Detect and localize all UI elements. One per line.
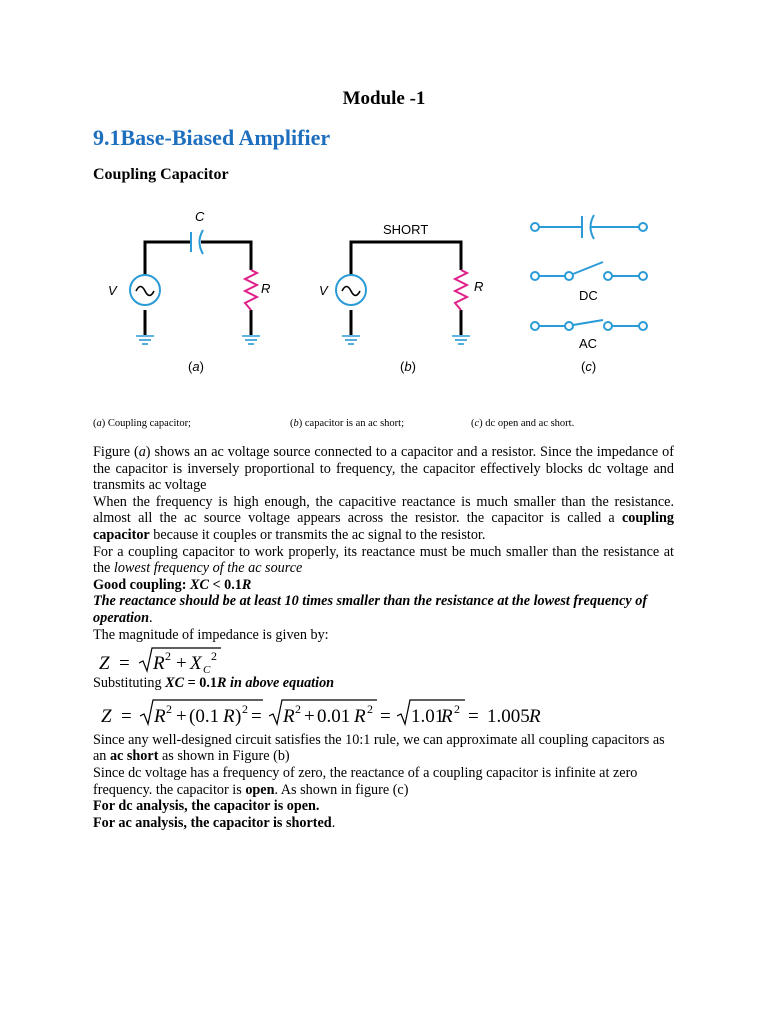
dc-open-switch <box>531 262 647 280</box>
svg-text:2: 2 <box>165 649 171 664</box>
svg-text:R: R <box>153 653 165 675</box>
svg-text:2: 2 <box>367 701 373 716</box>
svg-text:R: R <box>283 705 295 727</box>
panel-c-label: (c) <box>581 359 597 374</box>
body-text <box>93 444 674 831</box>
substitution-line: Substituting XC = 0.1R in above equation <box>93 675 335 692</box>
svg-text:): ) <box>235 705 242 727</box>
svg-text:C: C <box>203 664 211 676</box>
capacitor-row <box>531 215 647 239</box>
svg-text:1.005: 1.005 <box>487 705 530 727</box>
label-c: C <box>195 209 205 224</box>
svg-text:=: = <box>380 705 391 727</box>
good-coupling-rule: Good coupling: XC < 0.1R <box>93 576 252 593</box>
svg-text:2: 2 <box>454 701 460 716</box>
paragraph: When the frequency is high enough, the capacitive reactance is much smaller than the resistance. almost all the ac source voltage appears across the resistor. the capacitor is called a coupling capacitor because it couples or transmits the ac signal to the resistor. <box>93 493 674 543</box>
label-dc: DC <box>579 288 598 303</box>
svg-text:R: R <box>354 705 366 727</box>
svg-text:2: 2 <box>211 649 217 664</box>
svg-text:2: 2 <box>242 701 248 716</box>
svg-text:1.01: 1.01 <box>411 705 445 727</box>
panel-a-label: (a) <box>188 359 204 374</box>
svg-text:=: = <box>468 705 479 727</box>
svg-text:=: = <box>121 705 132 727</box>
rule-statement: The reactance should be at least 10 times smaller than the resistance at the lowest frequency of operation. <box>93 593 648 626</box>
svg-text:2: 2 <box>295 701 301 716</box>
svg-text:R: R <box>441 705 453 727</box>
dc-analysis-rule: For dc analysis, the capacitor is open. <box>93 798 320 815</box>
ac-source-symbol <box>130 275 160 305</box>
ac-source-symbol <box>336 275 366 305</box>
paragraph: Since dc voltage has a frequency of zero, the reactance of a coupling capacitor is infinite at zero frequency. the capacitor is open. As shown in figure (c) <box>93 764 638 798</box>
svg-text:0.01: 0.01 <box>317 705 351 727</box>
label-ac: AC <box>579 336 598 351</box>
resistor-symbol <box>245 270 257 310</box>
section-title: 9.1Base-Biased Amplifier <box>93 125 331 150</box>
svg-text:=: = <box>119 653 130 675</box>
svg-text:+: + <box>304 705 315 727</box>
label-v: V <box>319 283 328 298</box>
panel-b-label: (b) <box>400 359 416 374</box>
ground-symbol <box>136 336 154 344</box>
equation-impedance <box>97 645 674 675</box>
equation-substituted <box>99 696 674 730</box>
subsection-title: Coupling Capacitor <box>93 166 229 183</box>
paragraph: The magnitude of impedance is given by: <box>93 626 329 643</box>
ground-symbol <box>452 336 470 344</box>
label-r: R <box>261 281 271 296</box>
label-v: V <box>108 283 117 298</box>
ground-symbol <box>342 336 360 344</box>
module-title: Module -1 <box>342 88 426 109</box>
svg-text:2: 2 <box>166 701 172 716</box>
svg-text:X: X <box>190 653 202 675</box>
svg-text:Z: Z <box>101 705 112 727</box>
resistor-symbol <box>455 270 467 310</box>
svg-text:+: + <box>176 705 187 727</box>
ac-closed-switch <box>531 320 647 330</box>
svg-text:(0.1: (0.1 <box>189 705 220 727</box>
svg-text:Z: Z <box>99 653 110 675</box>
paragraph: For a coupling capacitor to work properly, its reactance must be much smaller than the resistance at the lowest frequency of the ac source <box>93 543 674 577</box>
svg-text:R: R <box>223 705 235 727</box>
panel-b-circuit <box>351 242 461 335</box>
label-short: SHORT <box>383 222 429 237</box>
ac-analysis-rule: For ac analysis, the capacitor is shorted. <box>93 814 336 831</box>
paragraph: Figure (a) shows an ac voltage source connected to a capacitor and a resistor. Since the impedance of the capacitor is inversely proportional to frequency, the capacitor effectively blocks dc voltage and transmits ac voltage <box>93 444 674 494</box>
svg-text:R: R <box>529 705 541 727</box>
svg-text:=: = <box>251 705 262 727</box>
label-r: R <box>474 279 484 294</box>
paragraph: Since any well-designed circuit satisfies the 10:1 rule, we can approximate all coupling capacitors as an ac short as shown in Figure (b) <box>93 731 665 765</box>
svg-text:R: R <box>154 705 166 727</box>
caption-a: (a) Coupling capacitor; <box>93 418 191 429</box>
caption-c: (c) dc open and ac short. <box>471 418 575 429</box>
coupling-capacitor-figure <box>93 200 683 390</box>
ground-symbol <box>242 336 260 344</box>
caption-b: (b) capacitor is an ac short; <box>290 418 404 429</box>
svg-text:+: + <box>176 653 187 675</box>
